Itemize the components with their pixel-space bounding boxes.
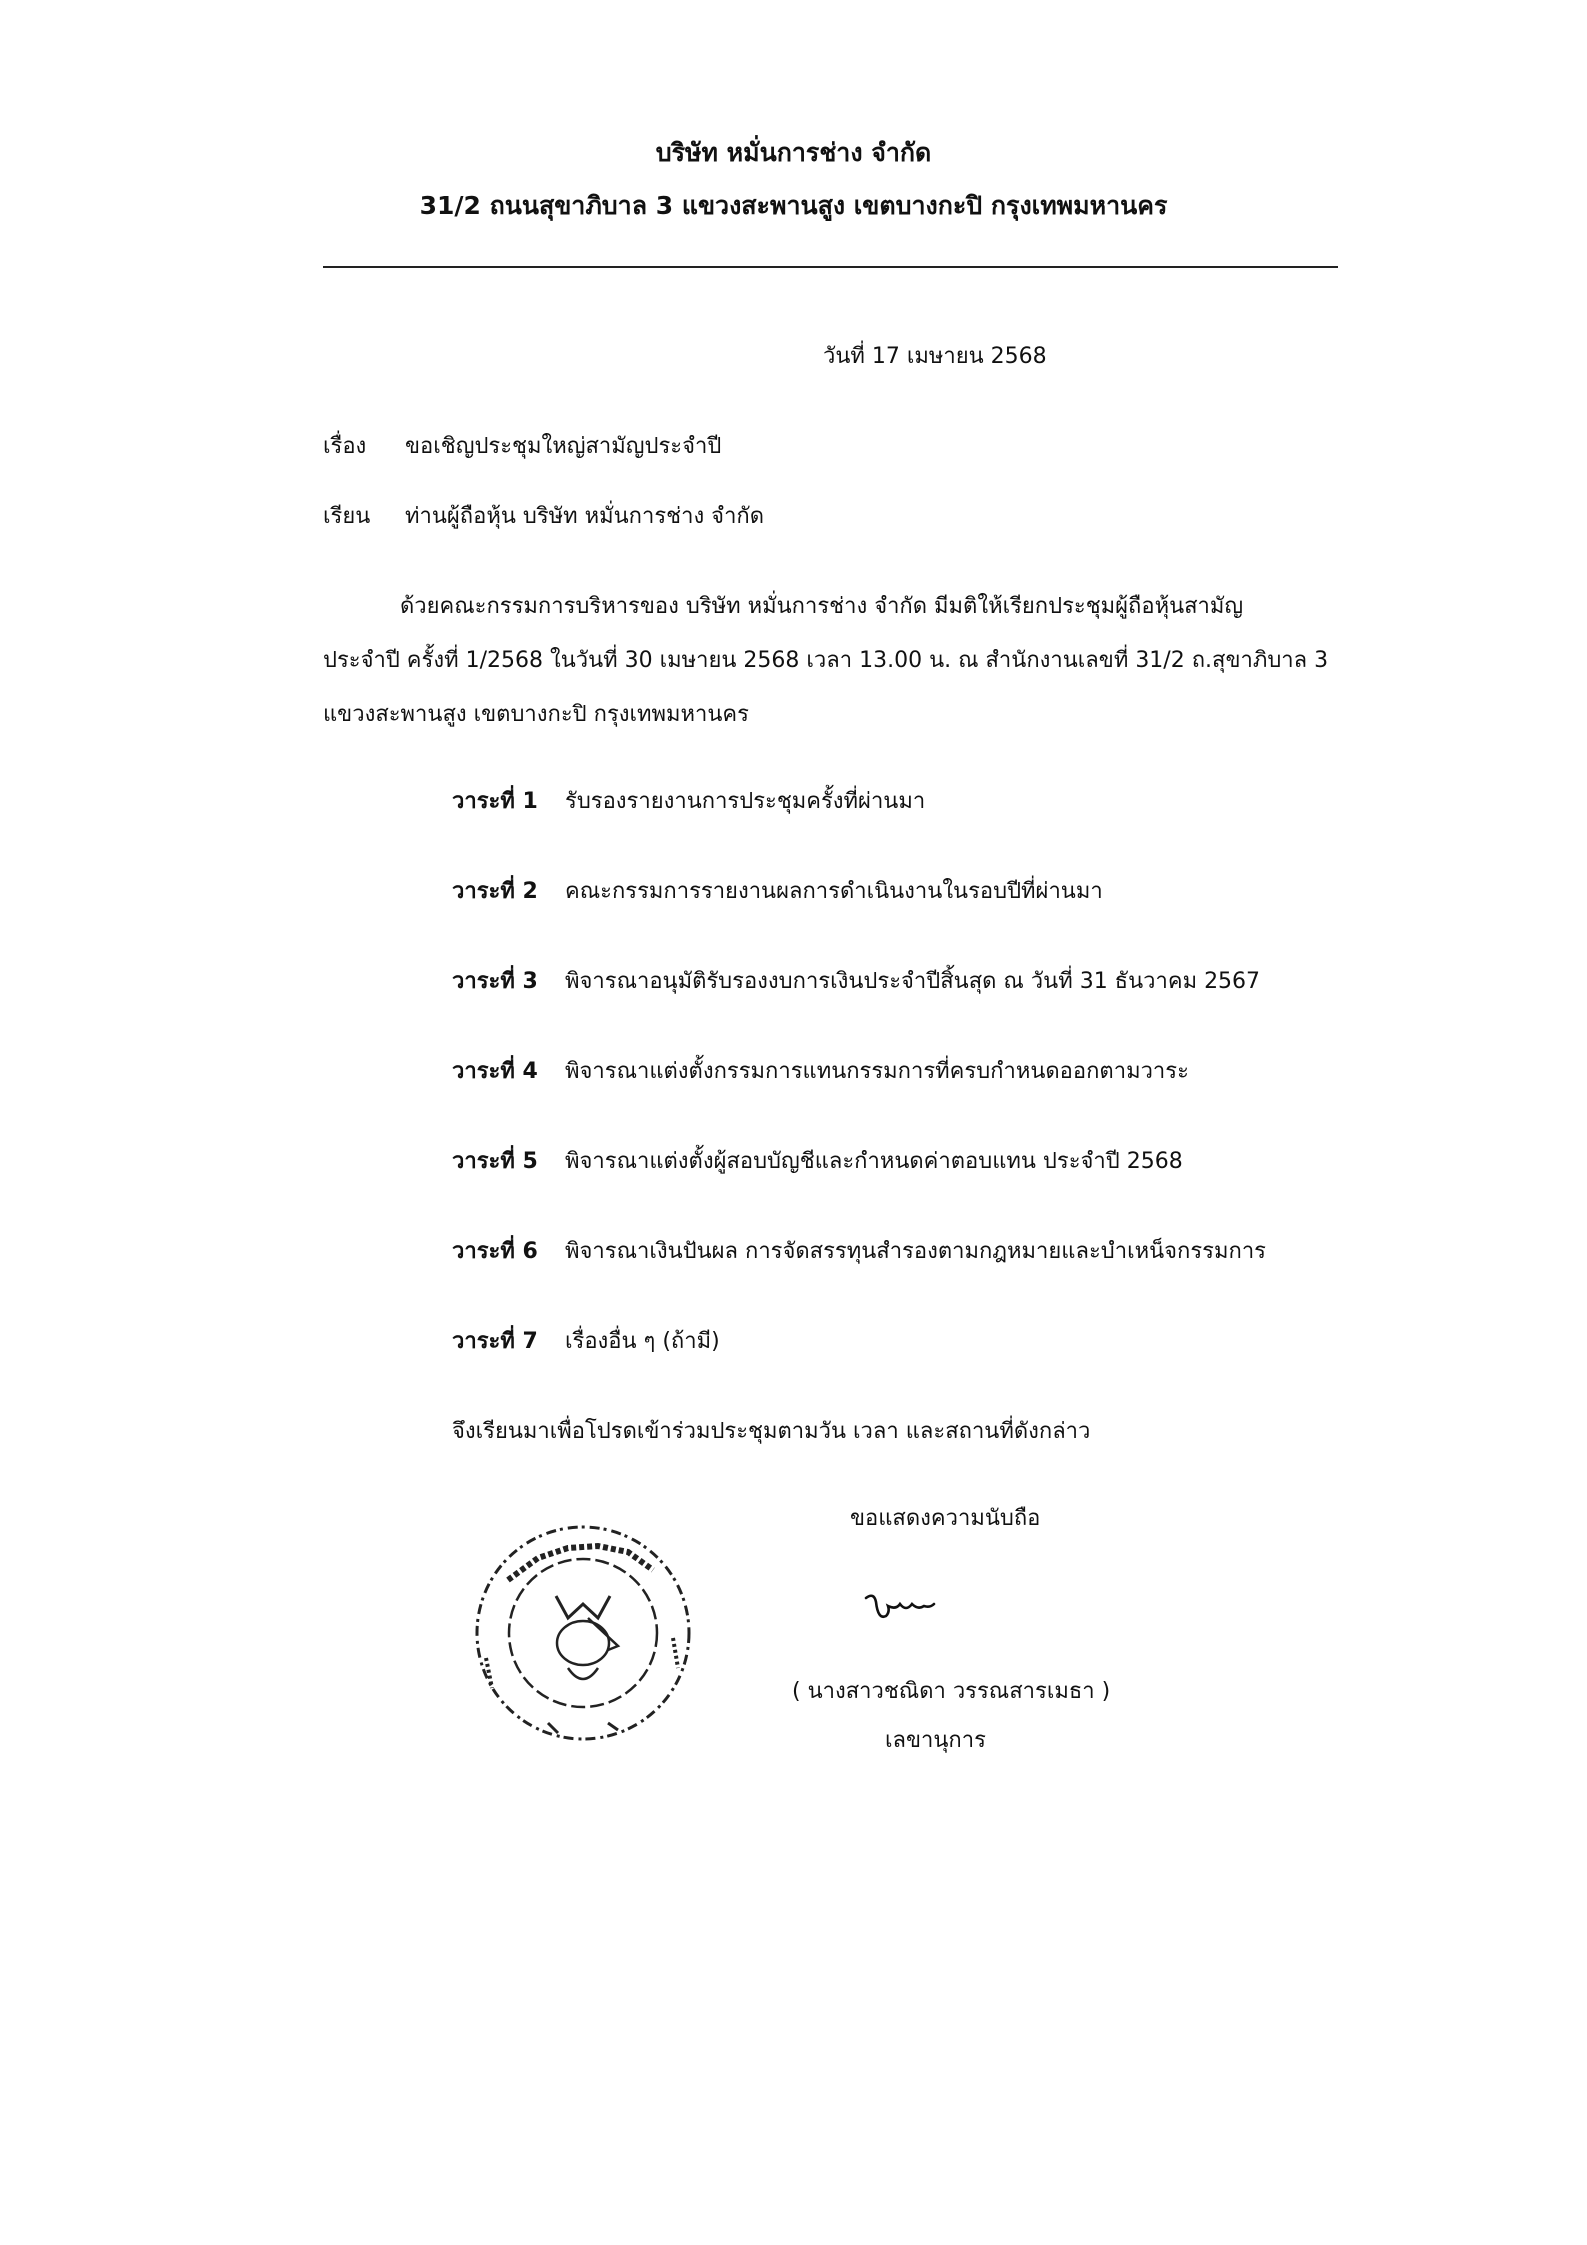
regards-text: ขอแสดงความนับถือ	[850, 1506, 1041, 1531]
to-label: เรียน	[323, 504, 371, 529]
agenda-number: วาระที่ 6	[452, 1239, 538, 1264]
agenda-number: วาระที่ 5	[452, 1149, 538, 1174]
agenda-number: วาระที่ 7	[452, 1329, 538, 1354]
company-name: บริษัท หมั่นการช่าง จำกัด	[655, 138, 932, 167]
letter-date: วันที่ 17 เมษายน 2568	[823, 344, 1047, 369]
to-text: ท่านผู้ถือหุ้น บริษัท หมั่นการช่าง จำกัด	[405, 504, 765, 529]
signer-title: เลขานุการ	[885, 1728, 986, 1753]
body-line-2: ประจำปี ครั้งที่ 1/2568 ในวันที่ 30 เมษายน 2568 เวลา 13.00 น. ณ สำนักงานเลขที่ 31/2 ถ.สุขาภิบาล 3	[323, 648, 1329, 673]
agenda-text: พิจารณาแต่งตั้งผู้สอบบัญชีและกำหนดค่าตอบแทน ประจำปี 2568	[565, 1149, 1183, 1174]
body-line-3: แขวงสะพานสูง เขตบางกะปิ กรุงเทพมหานคร	[323, 702, 749, 727]
agenda-text: พิจารณาแต่งตั้งกรรมการแทนกรรมการที่ครบกำหนดออกตามวาระ	[565, 1059, 1189, 1084]
agenda-text: รับรองรายงานการประชุมครั้งที่ผ่านมา	[565, 789, 926, 814]
signature-icon	[860, 1590, 940, 1630]
agenda-number: วาระที่ 4	[452, 1059, 538, 1084]
agenda-text: พิจารณาเงินปันผล การจัดสรรทุนสำรองตามกฎหมายและบำเหน็จกรรมการ	[565, 1239, 1266, 1264]
agenda-number: วาระที่ 1	[452, 789, 538, 814]
agenda-number: วาระที่ 3	[452, 969, 538, 994]
body-line-1: ด้วยคณะกรรมการบริหารของ บริษัท หมั่นการช่าง จำกัด มีมติให้เรียกประชุมผู้ถือหุ้นสามัญ	[400, 594, 1244, 619]
agenda-text: คณะกรรมการรายงานผลการดำเนินงานในรอบปีที่ผ่านมา	[565, 879, 1103, 904]
closing-text: จึงเรียนมาเพื่อโปรดเข้าร่วมประชุมตามวัน เวลา และสถานที่ดังกล่าว	[452, 1419, 1091, 1444]
agenda-number: วาระที่ 2	[452, 879, 538, 904]
company-seal-icon	[468, 1518, 698, 1748]
agenda-text: เรื่องอื่น ๆ (ถ้ามี)	[565, 1329, 720, 1354]
subject-text: ขอเชิญประชุมใหญ่สามัญประจำปี	[405, 434, 722, 459]
subject-label: เรื่อง	[323, 434, 367, 459]
agenda-text: พิจารณาอนุมัติรับรองงบการเงินประจำปีสิ้นสุด ณ วันที่ 31 ธันวาคม 2567	[565, 969, 1261, 994]
company-address: 31/2 ถนนสุขาภิบาล 3 แขวงสะพานสูง เขตบางกะปิ กรุงเทพมหานคร	[419, 191, 1168, 220]
header-divider	[323, 266, 1338, 268]
signer-name: ( นางสาวชณิดา วรรณสารเมธา )	[792, 1679, 1111, 1704]
